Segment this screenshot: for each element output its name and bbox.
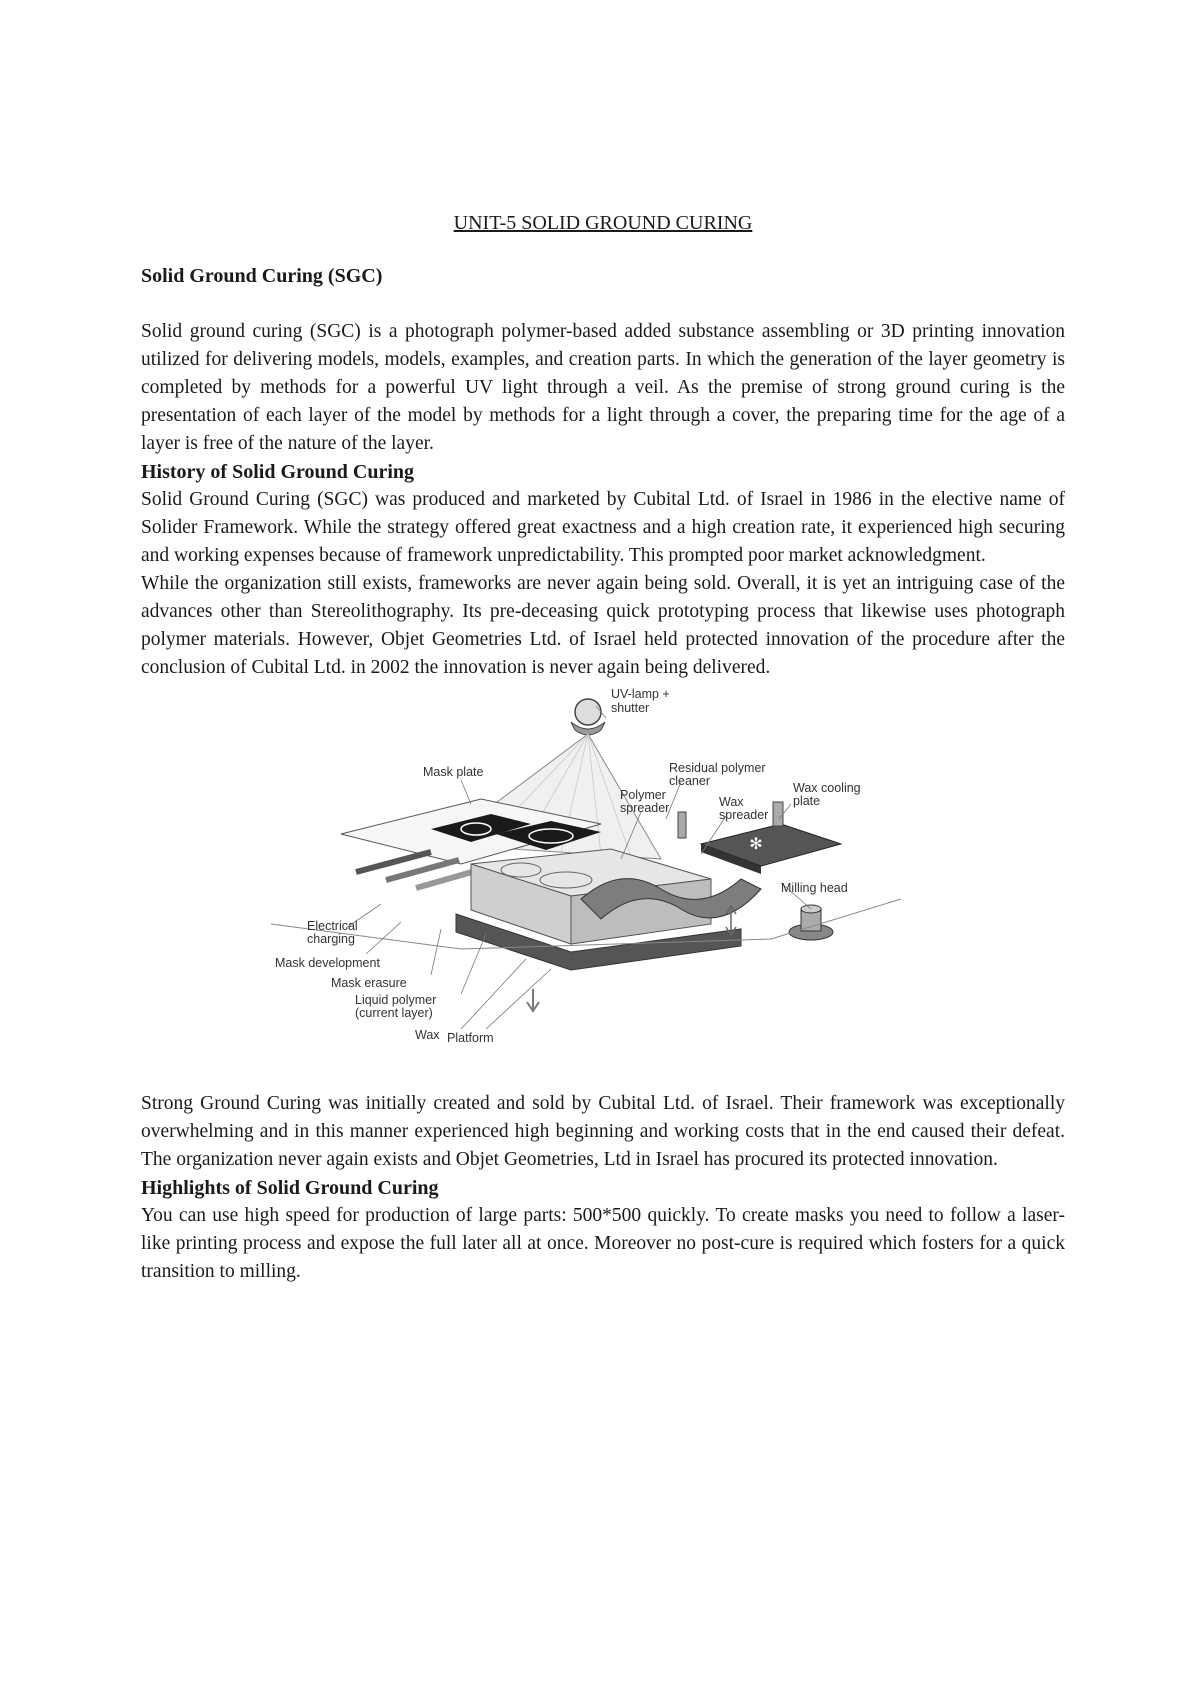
label-milling-head: Milling head <box>781 881 848 895</box>
history-paragraph-1: Solid Ground Curing (SGC) was produced and marketed by Cubital Ltd. of Israel in 1986 in the elective name of Solider Framework. While the strategy offered great exactness and a high creation rate, it experienced high securing and working expenses because of framework unpredictability. This prompted poor market acknowledgment. <box>141 489 1065 566</box>
label-wax-spreader-2: spreader <box>719 808 769 822</box>
label-electrical-charging-2: charging <box>307 932 355 946</box>
label-mask-erasure: Mask erasure <box>331 976 407 990</box>
highlights-heading: Highlights of Solid Ground Curing <box>141 1177 439 1199</box>
label-wax-spreader: Wax <box>719 795 744 809</box>
label-mask-development: Mask development <box>275 956 380 970</box>
history-paragraph-2: While the organization still exists, frameworks are never again being sold. Overall, it is yet an intriguing case of the advances other than Stereolithography. Its pre-deceasing quick prototyping process that likewise uses photograph polymer materials. However, Objet Geometries Ltd. of Israel held protected innovation of the procedure after the conclusion of Cubital Ltd. in 2002 the innovation is never again being delivered. <box>141 573 1065 678</box>
label-wax: Wax <box>415 1028 440 1042</box>
wax-cooling-cylinder <box>773 802 783 826</box>
page-title: UNIT-5 SOLID GROUND CURING <box>453 212 753 234</box>
document-body <box>141 212 1065 1286</box>
label-mask-plate: Mask plate <box>423 765 484 779</box>
history-heading: History of Solid Ground Curing <box>141 461 415 483</box>
uv-lamp-icon <box>575 699 601 725</box>
svg-text:✻: ✻ <box>749 836 763 853</box>
wax-cooling-plate <box>701 824 841 866</box>
wax-spreader <box>678 812 686 838</box>
label-electrical-charging: Electrical <box>307 919 358 933</box>
label-wax-cooling-2: plate <box>793 794 821 808</box>
label-platform: Platform <box>447 1031 494 1045</box>
label-liquid-polymer-2: (current layer) <box>355 1006 433 1020</box>
label-uv-lamp: UV-lamp + <box>611 687 670 701</box>
highlights-paragraph: You can use high speed for production of large parts: 500*500 quickly. To create masks you need to follow a laser-like printing process and expose the full later all at once. Moreover no post-cure is required which fosters for a quick transition to milling. <box>141 1205 1065 1282</box>
intro-paragraph: Solid ground curing (SGC) is a photograph polymer-based added substance assembling or 3D printing innovation utilized for delivering models, models, examples, and creation parts. In which the generation of the layer geometry is completed by methods for a powerful UV light through a veil. As the premise of strong ground curing is the presentation of each layer of the model by methods for a light through a cover, the preparing time for the age of a layer is free of the nature of the layer. <box>141 321 1065 454</box>
platform-down-arrow <box>527 989 539 1011</box>
label-wax-cooling: Wax cooling <box>793 781 861 795</box>
label-residual-cleaner-2: cleaner <box>669 774 710 788</box>
sgc-diagram-svg <box>141 684 1065 1084</box>
label-liquid-polymer: Liquid polymer <box>355 993 437 1007</box>
label-polymer-spreader: Polymer <box>620 788 666 802</box>
label-residual-cleaner: Residual polymer <box>669 761 766 775</box>
sgc-process-diagram <box>141 684 1065 1084</box>
label-uv-lamp-2: shutter <box>611 701 650 715</box>
vertical-motion-arrow <box>726 906 736 935</box>
section-heading-sgc: Solid Ground Curing (SGC) <box>141 265 383 287</box>
label-polymer-spreader-2: spreader <box>620 801 670 815</box>
after-figure-paragraph: Strong Ground Curing was initially created and sold by Cubital Ltd. of Israel. Their framework was exceptionally overwhelming and in this manner experienced high beginning and working costs that in the end caused their defeat. The organization never again exists and Objet Geometries, Ltd in Israel has procured its protected innovation. <box>141 1093 1065 1170</box>
